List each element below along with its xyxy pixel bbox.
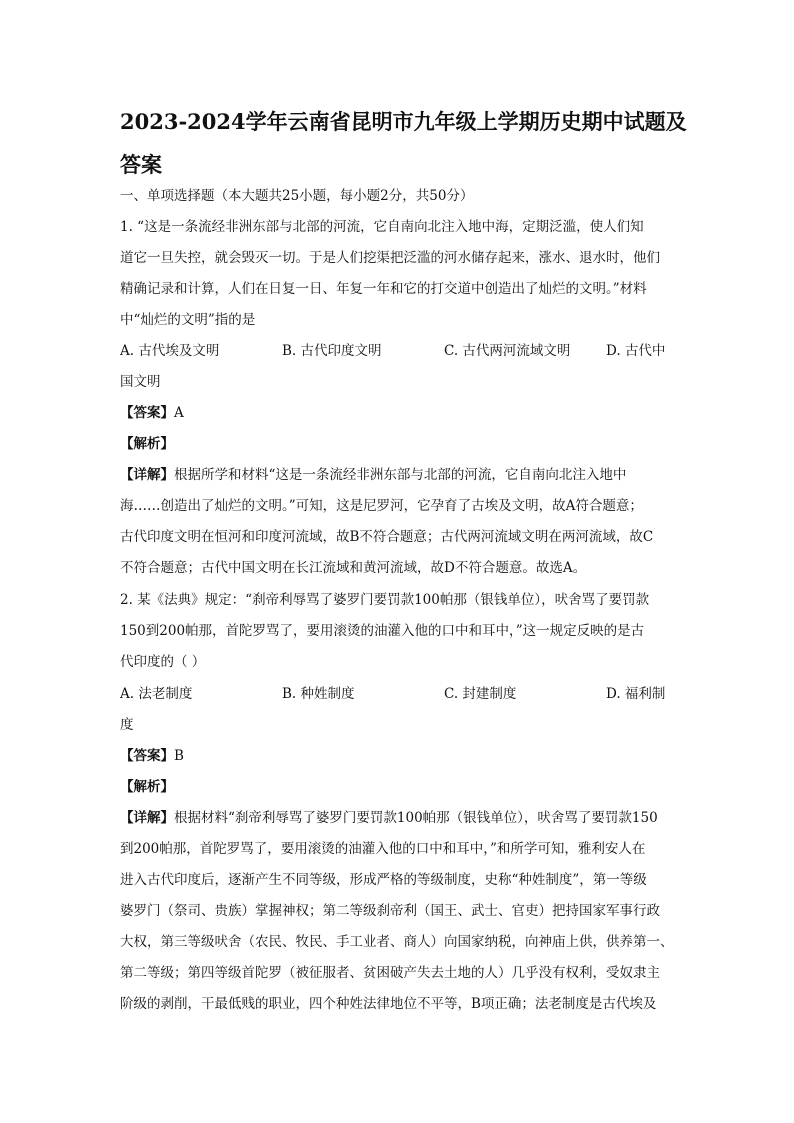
answer-tag: 【答案】 [120, 405, 174, 421]
q2-answer-value: B [174, 748, 184, 764]
q1-detail-line: 海……创造出了灿烂的文明。”可知，这是尼罗河，它孕育了古埃及文明，故A符合题意； [120, 498, 643, 514]
answer-tag: 【答案】 [120, 748, 174, 764]
detail-tag: 【详解】 [120, 467, 174, 483]
q1-stem-line: 1. “这是一条流经非洲东部与北部的河流，它自南向北注入地中海，定期泛滥，使人们知 [120, 219, 644, 235]
q1-option-b: B. 古代印度文明 [282, 343, 382, 359]
q2-answer [120, 746, 680, 766]
q2-detail-line: 阶级的剥削，干最低贱的职业，四个种姓法律地位不平等，B项正确；法老制度是古代埃及 [120, 996, 657, 1012]
q1-answer [120, 403, 680, 423]
q1-option-d: D. 古代中 [606, 343, 666, 359]
q2-detail-line: 到200帕那，首陀罗骂了，要用滚烫的油灌入他的口中和耳中，”和所学可知，雅利安人在 [120, 841, 646, 857]
q2-option-d: D. 福利制 [606, 686, 666, 702]
q2-stem-line: 代印度的（ ） [120, 654, 206, 670]
section-heading: 一、单项选择题（本大题共25小题，每小题2分，共50分） [120, 188, 474, 204]
q1-option-c: C. 古代两河流域文明 [444, 343, 571, 359]
q1-detail-line [120, 465, 680, 485]
q1-answer-value: A [174, 405, 184, 421]
q2-detail-line: 进入古代印度后，逐渐产生不同等级，形成严格的等级制度，史称“种姓制度”，第一等级 [120, 872, 647, 888]
q2-detail-line: 婆罗门（祭司、贵族）掌握神权；第二等级刹帝利（国王、武士、官吏）把持国家军事行政 [120, 903, 660, 919]
q2-detail-text: 根据材料“刹帝利辱骂了婆罗门要罚款100帕那（银钱单位），吠舍骂了要罚款150 [174, 810, 658, 826]
q1-detail-line: 古代印度文明在恒河和印度河流域，故B不符合题意；古代两河流域文明在两河流域，故C [120, 529, 654, 545]
q2-option-d-continued: 度 [120, 717, 134, 733]
title-line-2: 答案 [120, 152, 162, 177]
page-title [120, 100, 700, 186]
q2-stem-line: 150到200帕那，首陀罗骂了，要用滚烫的油灌入他的口中和耳中，”这一规定反映的是古 [120, 623, 645, 639]
q1-detail-line: 不符合题意；古代中国文明在长江流域和黄河流域，故D不符合题意。故选A。 [120, 560, 587, 576]
q2-option-c: C. 封建制度 [444, 686, 517, 702]
detail-tag: 【详解】 [120, 810, 174, 826]
q2-analysis-tag: 【解析】 [120, 779, 174, 795]
q2-detail-line: 大权，第三等级吠舍（农民、牧民、手工业者、商人）向国家纳税，向神庙上供，供养第一、 [120, 934, 674, 950]
q1-detail-text: 根据所学和材料“这是一条流经非洲东部与北部的河流，它自南向北注入地中 [174, 467, 627, 483]
q2-option-a: A. 法老制度 [120, 686, 193, 702]
q2-detail-line: 第二等级；第四等级首陀罗（被征服者、贫困破产失去土地的人）几乎没有权利，受奴隶主 [120, 965, 660, 981]
q2-option-b: B. 种姓制度 [282, 686, 355, 702]
q1-analysis-tag: 【解析】 [120, 436, 174, 452]
q1-stem-line: 道它一旦失控，就会毁灭一切。于是人们挖渠把泛滥的河水储存起来，涨水、退水时，他们 [120, 250, 660, 266]
q1-stem-line: 精确记录和计算，人们在日复一日、年复一年和它的打交道中创造出了灿烂的文明。”材料 [120, 281, 647, 297]
title-line-1: 2023-2024学年云南省昆明市九年级上学期历史期中试题及 [120, 109, 687, 134]
q1-option-d-continued: 国文明 [120, 374, 161, 390]
q2-detail-line [120, 808, 680, 828]
q1-stem-line: 中“灿烂的文明”指的是 [120, 312, 256, 328]
q1-option-a: A. 古代埃及文明 [120, 343, 220, 359]
q2-stem-line: 2. 某《法典》规定：“刹帝利辱骂了婆罗门要罚款100帕那（银钱单位），吠舍骂了要罚款 [120, 592, 650, 608]
